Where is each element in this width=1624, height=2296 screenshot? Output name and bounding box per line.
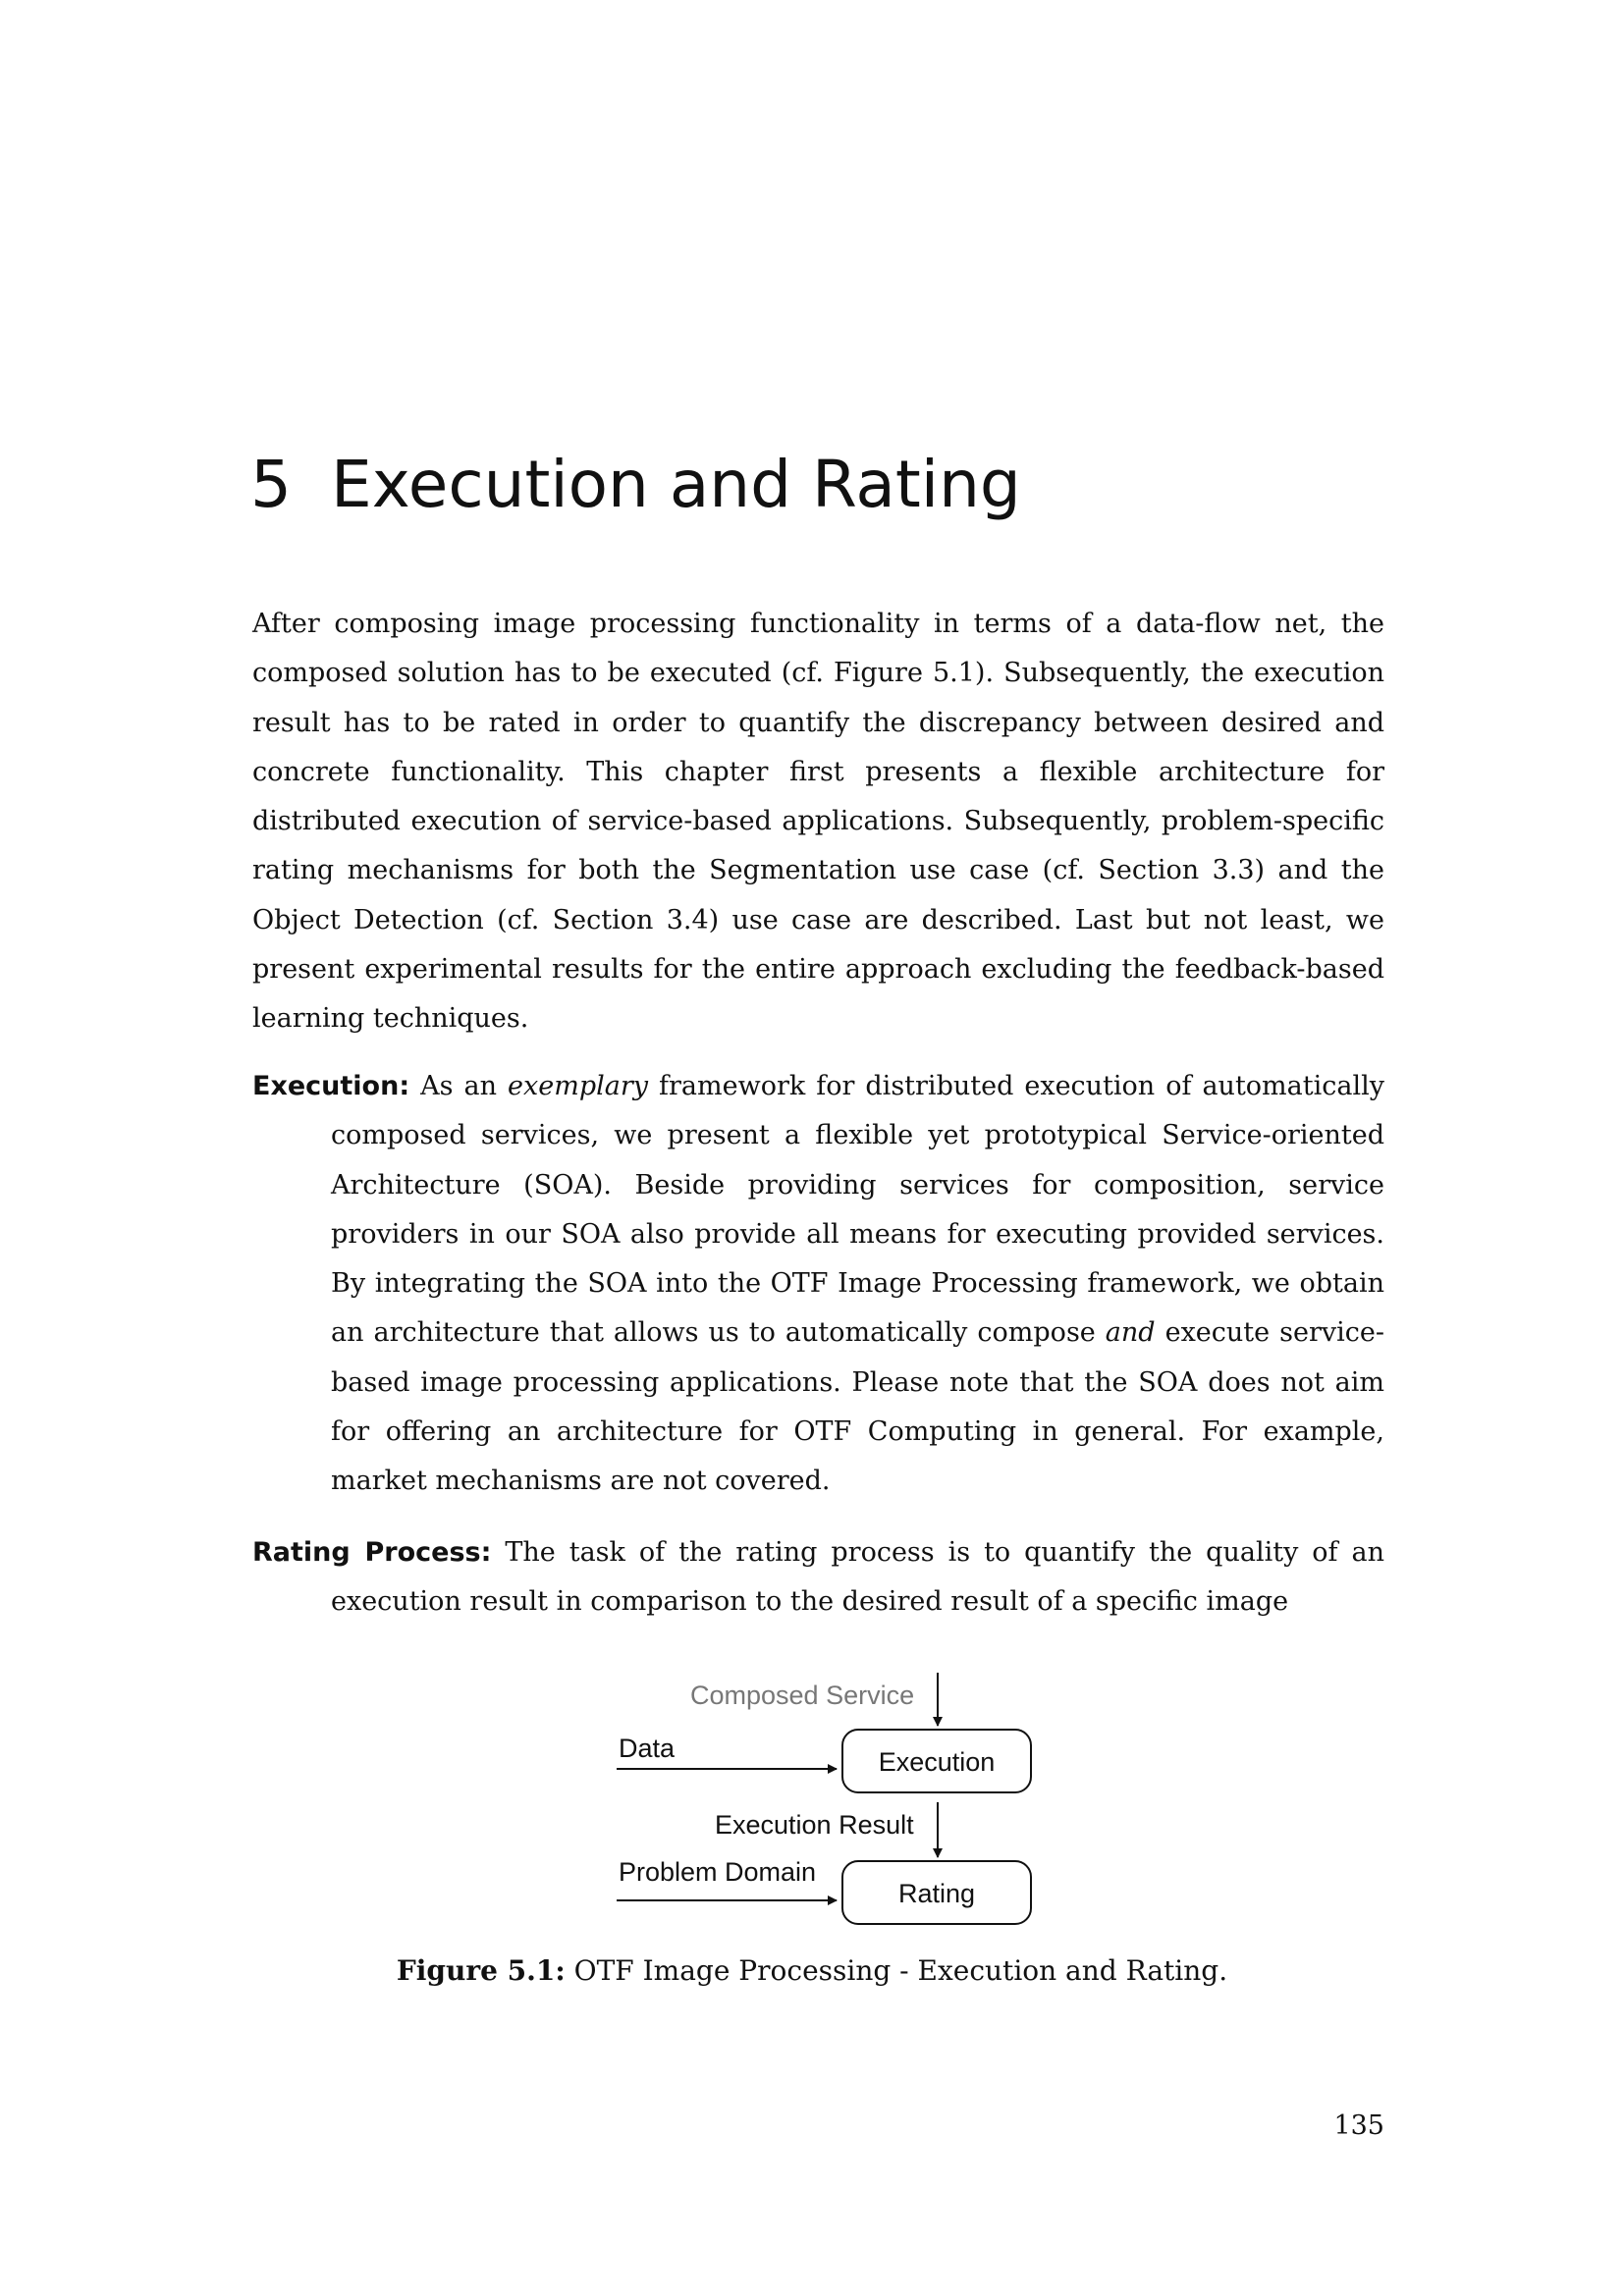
- definition-rating-process: [252, 1528, 1384, 1628]
- label-data: Data: [619, 1734, 676, 1763]
- definition-execution: [252, 1062, 1384, 1507]
- chapter-number: 5: [250, 447, 292, 522]
- definition-execution-emphasis-exemplary: exemplary: [508, 1071, 648, 1101]
- label-execution-result: Execution Result: [715, 1810, 914, 1840]
- page-number: 135: [1333, 2110, 1384, 2141]
- label-composed-service: Composed Service: [690, 1681, 915, 1710]
- diagram-svg: [589, 1659, 1080, 1934]
- definition-execution-text-a: As an: [420, 1071, 498, 1101]
- intro-paragraph: After composing image processing functionality in terms of a data-flow net, the composed solution has to be executed (cf. Figure 5.1). Subsequently, the execution result has to be rated in order to quantify the discrepancy between desired and concrete functionality. This chapter first presents a flexible architecture for distributed execution of service-based applications. Subsequently, problem-specific rating mechanisms for both the Segmentation use case (cf. Section 3.3) and the Object Detection (cf. Section 3.4) use case are described. Last but not least, we present experimental results for the entire approach excluding the feedback-based learning techniques.: [252, 609, 1384, 1035]
- figure-caption: [0, 1951, 1624, 1991]
- definition-execution-text-c: execute service-based image processing applications. Please note that the SOA does not aim for offering an architecture for OTF Computing in general. For example, market mechanisms are not covered.: [331, 1317, 1384, 1497]
- definition-term-execution: Execution:: [252, 1071, 410, 1101]
- figure-caption-text: OTF Image Processing - Execution and Rating.: [573, 1954, 1228, 1987]
- definition-term-rating-process: Rating Process:: [252, 1537, 492, 1568]
- definition-execution-emphasis-and: and: [1105, 1317, 1156, 1349]
- figure-execution-rating-diagram: [589, 1659, 1080, 1934]
- chapter-heading: [250, 444, 1021, 526]
- label-problem-domain: Problem Domain: [619, 1857, 817, 1887]
- definition-rating-text: The task of the rating process is to quantify the quality of an execution result in comparison to the desired result of a specific image: [331, 1537, 1384, 1618]
- definition-execution-text-b: framework for distributed execution of automatically composed services, we present a flexible yet prototypical Service-oriented Architecture (SOA). Beside providing services for composition, service providers in our SOA also provide all means for executing provided services. By integrating the SOA into the OTF Image Processing framework, we obtain an architecture that allows us to automatically compose: [331, 1071, 1384, 1349]
- chapter-title-text: Execution and Rating: [331, 447, 1021, 522]
- figure-caption-label: Figure 5.1:: [396, 1954, 566, 1987]
- label-rating: Rating: [897, 1879, 976, 1908]
- label-execution: Execution: [878, 1747, 996, 1777]
